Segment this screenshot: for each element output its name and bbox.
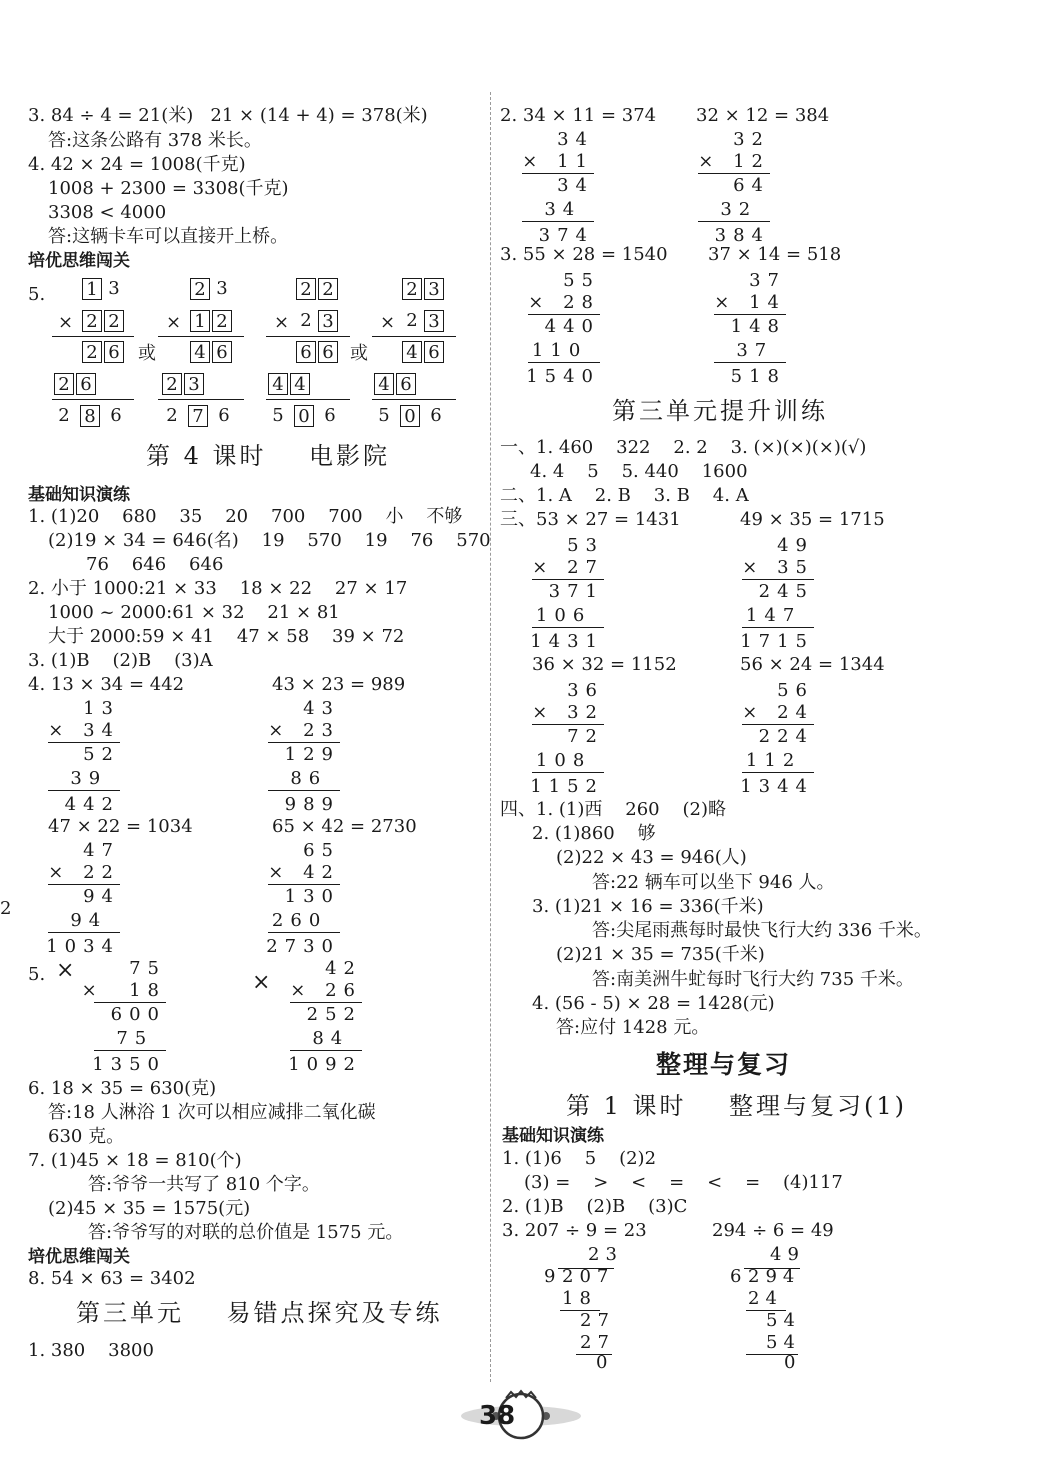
rule-line bbox=[522, 173, 594, 174]
divisor: 9 bbox=[544, 1266, 562, 1287]
calc-row: 42 bbox=[325, 958, 362, 979]
product-row: 1034 bbox=[46, 936, 120, 957]
puzzle-digit: 3 bbox=[216, 278, 228, 299]
calc-row: 32 bbox=[720, 199, 770, 220]
rule-line bbox=[532, 724, 604, 725]
calc-row: 47 bbox=[83, 840, 120, 861]
puzzle-box: 2 bbox=[54, 373, 74, 395]
calc-row: 108 bbox=[535, 750, 604, 771]
calc-row: × 32 bbox=[532, 702, 604, 723]
calc-row: × 14 bbox=[714, 292, 786, 313]
answer-line: 6. 18 × 35 = 630(克) bbox=[28, 1078, 217, 1099]
section-heading: 培优思维闯关 bbox=[28, 1247, 130, 1267]
calc-row: 37 bbox=[736, 340, 786, 361]
puzzle-box: 8 bbox=[80, 405, 100, 427]
puzzle-box: 3 bbox=[424, 278, 444, 300]
vertical-calc bbox=[10, 840, 120, 958]
puzzle-box: 2 bbox=[212, 310, 232, 332]
rule-line bbox=[48, 932, 120, 933]
puzzle-box: 4 bbox=[290, 373, 310, 395]
calc-row: 440 bbox=[544, 316, 600, 337]
question-number: 5. bbox=[28, 284, 46, 305]
puzzle-box: 2 bbox=[162, 373, 182, 395]
calc-row: 36 bbox=[567, 680, 604, 701]
calc-row: × 18 bbox=[81, 980, 166, 1001]
rule-line bbox=[372, 399, 456, 400]
answer-line: 1. (1)20 680 35 20 700 700 小 不够 bbox=[28, 506, 463, 527]
answer-line: 2. (1)B (2)B (3)C bbox=[502, 1196, 688, 1217]
rule-line bbox=[742, 579, 814, 580]
answer-line: 56 × 24 = 1344 bbox=[740, 654, 885, 675]
digit-puzzle bbox=[372, 278, 462, 428]
answer-line: 43 × 23 = 989 bbox=[272, 674, 406, 695]
puzzle-box: 2 bbox=[190, 278, 210, 300]
section-heading: 培优思维闯关 bbox=[28, 251, 130, 271]
puzzle-box: 0 bbox=[294, 405, 314, 427]
puzzle-box: 6 bbox=[396, 373, 416, 395]
rule-line bbox=[158, 399, 244, 400]
times-sign: × bbox=[274, 312, 290, 333]
product-row: 1152 bbox=[530, 776, 604, 797]
answer-line: 答:这条公路有 378 米长。 bbox=[48, 130, 262, 151]
product-row: 384 bbox=[714, 225, 770, 246]
rule-line bbox=[532, 627, 604, 628]
answer-line: 36 × 32 = 1152 bbox=[532, 654, 677, 675]
rule-line bbox=[266, 399, 350, 400]
puzzle-digit: 2 bbox=[406, 310, 418, 331]
puzzle-digit: 3 bbox=[108, 278, 120, 299]
puzzle-box: 0 bbox=[400, 405, 420, 427]
calc-row: × 24 bbox=[742, 702, 814, 723]
divisor: 6 bbox=[730, 1266, 748, 1287]
answer-line: 2. 小于 1000:21 × 33 18 × 22 27 × 17 bbox=[28, 578, 408, 599]
product-row: 1540 bbox=[526, 366, 600, 387]
subtrahend: 27 bbox=[580, 1332, 615, 1353]
answer-line: 答:18 人淋浴 1 次可以相应减排二氧化碳 bbox=[48, 1102, 376, 1123]
rule-line bbox=[528, 314, 600, 315]
calc-row: 94 bbox=[83, 886, 120, 907]
puzzle-box: 4 bbox=[374, 373, 394, 395]
quotient: 23 bbox=[588, 1244, 623, 1265]
rule-line bbox=[714, 362, 786, 363]
or-label: 或 bbox=[138, 343, 156, 364]
calc-row: × 12 bbox=[698, 151, 770, 172]
calc-row: 130 bbox=[284, 886, 340, 907]
vertical-calc bbox=[230, 840, 340, 958]
calc-row: 53 bbox=[567, 535, 604, 556]
rule-line bbox=[528, 362, 600, 363]
remainder: 0 bbox=[784, 1352, 802, 1373]
puzzle-digit: 2 bbox=[166, 405, 178, 426]
answer-line: 4. 4 5 5. 440 1600 bbox=[530, 461, 748, 482]
rule-line bbox=[698, 173, 770, 174]
answer-line: (2)22 × 43 = 946(人) bbox=[556, 847, 747, 868]
answer-line: 1. (1)6 5 (2)2 bbox=[502, 1148, 657, 1169]
answer-line: 1000 ~ 2000:61 × 32 21 × 81 bbox=[48, 602, 340, 623]
calc-row: 106 bbox=[535, 605, 604, 626]
subtrahend: 24 bbox=[748, 1288, 783, 1309]
puzzle-box: 3 bbox=[424, 310, 444, 332]
calc-row: 86 bbox=[290, 768, 340, 789]
subtrahend: 54 bbox=[766, 1332, 801, 1353]
subtrahend: 18 bbox=[562, 1288, 597, 1309]
rule-line bbox=[372, 336, 456, 337]
vertical-calc bbox=[660, 129, 770, 247]
section-heading: 基础知识演练 bbox=[502, 1126, 604, 1146]
answer-line: 49 × 35 = 1715 bbox=[740, 509, 885, 530]
puzzle-digit: 2 bbox=[58, 405, 70, 426]
unit-title: 第三单元 易错点探究及专练 bbox=[76, 1299, 443, 1327]
calc-row: 112 bbox=[745, 750, 814, 771]
calc-row: 55 bbox=[563, 270, 600, 291]
calc-row: 72 bbox=[567, 726, 604, 747]
calc-row: 32 bbox=[733, 129, 770, 150]
chapter-title: 整理与复习 bbox=[656, 1050, 792, 1079]
product-row: 442 bbox=[64, 794, 120, 815]
calc-row: 129 bbox=[284, 744, 340, 765]
edge-mark: 2 bbox=[0, 898, 12, 919]
answer-line: 答:22 辆车可以坐下 946 人。 bbox=[592, 872, 835, 893]
vertical-calc bbox=[10, 698, 120, 816]
rule-line bbox=[268, 932, 340, 933]
answer-line: 一、1. 460 322 2. 2 3. (×)(×)(×)(√) bbox=[500, 437, 867, 458]
product-row: 2730 bbox=[266, 936, 340, 957]
vertical-calc bbox=[494, 535, 604, 653]
calc-row: 600 bbox=[110, 1004, 166, 1025]
calc-row: 84 bbox=[312, 1028, 362, 1049]
answer-line: 答:应付 1428 元。 bbox=[556, 1017, 710, 1038]
puzzle-box: 6 bbox=[296, 341, 316, 363]
product-row: 1092 bbox=[288, 1054, 362, 1075]
rule-line bbox=[48, 884, 120, 885]
digit-puzzle bbox=[266, 278, 368, 428]
answer-line: 3308 < 4000 bbox=[48, 202, 167, 223]
puzzle-box: 1 bbox=[82, 278, 102, 300]
rule-line bbox=[522, 221, 594, 222]
long-division bbox=[730, 1244, 820, 1374]
calc-row: 75 bbox=[129, 958, 166, 979]
vertical-calc bbox=[494, 680, 604, 798]
product-row: 1344 bbox=[740, 776, 814, 797]
answer-line: 3. 55 × 28 = 1540 bbox=[500, 244, 668, 265]
answer-line: 1. 380 3800 bbox=[28, 1340, 154, 1361]
remainder-step: 54 bbox=[766, 1310, 801, 1331]
calc-row: 64 bbox=[733, 175, 770, 196]
answer-line: 三、53 × 27 = 1431 bbox=[500, 509, 681, 530]
rule-line bbox=[94, 1050, 166, 1051]
calc-row: 252 bbox=[306, 1004, 362, 1025]
lesson-title: 第 4 课时 电影院 bbox=[146, 442, 391, 470]
answer-line: 37 × 14 = 518 bbox=[708, 244, 842, 265]
calc-row: 245 bbox=[758, 581, 814, 602]
answer-line: 7. (1)45 × 18 = 810(个) bbox=[28, 1150, 242, 1171]
puzzle-box: 3 bbox=[318, 310, 338, 332]
calc-row: 37 bbox=[749, 270, 786, 291]
product-row: 1715 bbox=[740, 631, 814, 652]
puzzle-box: 2 bbox=[82, 341, 102, 363]
rule-line bbox=[266, 336, 350, 337]
dividend: 207 bbox=[562, 1266, 615, 1287]
puzzle-box: 6 bbox=[104, 341, 124, 363]
answer-line: 3. (1)21 × 16 = 336(千米) bbox=[532, 896, 764, 917]
answer-line: 32 × 12 = 384 bbox=[696, 105, 830, 126]
calc-row: 43 bbox=[303, 698, 340, 719]
puzzle-digit: 2 bbox=[300, 310, 312, 331]
rule-line bbox=[48, 790, 120, 791]
question-number: 5. bbox=[28, 964, 46, 985]
product-row: 374 bbox=[538, 225, 594, 246]
calc-row: × 22 bbox=[48, 862, 120, 883]
puzzle-box: 3 bbox=[184, 373, 204, 395]
answer-line: 294 ÷ 6 = 49 bbox=[712, 1220, 834, 1241]
calc-row: 260 bbox=[271, 910, 340, 931]
puzzle-digit: 6 bbox=[218, 405, 230, 426]
vertical-calc bbox=[676, 270, 786, 388]
lesson-title: 第 1 课时 整理与复习(1) bbox=[566, 1092, 908, 1120]
rule-line bbox=[290, 1050, 362, 1051]
answer-line: 1008 + 2300 = 3308(千克) bbox=[48, 178, 289, 199]
calc-row: 52 bbox=[83, 744, 120, 765]
rule-line bbox=[290, 1002, 362, 1003]
puzzle-box: 2 bbox=[402, 278, 422, 300]
answer-line: (3) = > < = < = (4)117 bbox=[524, 1172, 843, 1193]
answer-line: 65 × 42 = 2730 bbox=[272, 816, 417, 837]
rule-line bbox=[52, 399, 134, 400]
rule-line bbox=[158, 336, 244, 337]
digit-puzzle bbox=[158, 278, 248, 428]
vertical-calc bbox=[56, 958, 166, 1076]
dividend: 294 bbox=[748, 1266, 801, 1287]
calc-row: × 11 bbox=[522, 151, 594, 172]
product-row: 1350 bbox=[92, 1054, 166, 1075]
puzzle-box: 2 bbox=[296, 278, 316, 300]
calc-row: 34 bbox=[544, 199, 594, 220]
answer-line: 76 646 646 bbox=[86, 554, 224, 575]
product-row: 989 bbox=[284, 794, 340, 815]
puzzle-box: 6 bbox=[318, 341, 338, 363]
puzzle-digit: 6 bbox=[110, 405, 122, 426]
product-row: 518 bbox=[730, 366, 786, 387]
calc-row: 34 bbox=[557, 129, 594, 150]
puzzle-digit: 6 bbox=[430, 405, 442, 426]
unit-title: 第三单元提升训练 bbox=[612, 397, 828, 425]
answer-line: 答:南美洲牛虻每时飞行大约 735 千米。 bbox=[592, 969, 914, 990]
vertical-calc bbox=[704, 535, 814, 653]
answer-line: 大于 2000:59 × 41 47 × 58 39 × 72 bbox=[48, 626, 405, 647]
times-sign: × bbox=[58, 312, 74, 333]
times-sign: × bbox=[380, 312, 396, 333]
puzzle-box: 6 bbox=[212, 341, 232, 363]
rule-line bbox=[698, 221, 770, 222]
puzzle-digit: 6 bbox=[324, 405, 336, 426]
calc-row: × 26 bbox=[290, 980, 362, 1001]
puzzle-box: 1 bbox=[190, 310, 210, 332]
rule-line bbox=[268, 742, 340, 743]
rule-line bbox=[532, 579, 604, 580]
vertical-calc bbox=[252, 958, 362, 1076]
calc-row: 371 bbox=[548, 581, 604, 602]
vertical-calc bbox=[230, 698, 340, 816]
answer-line: 3. 207 ÷ 9 = 23 bbox=[502, 1220, 647, 1241]
puzzle-box: 4 bbox=[402, 341, 422, 363]
rule-line bbox=[742, 772, 814, 773]
calc-row: 148 bbox=[730, 316, 786, 337]
answer-line: 8. 54 × 63 = 3402 bbox=[28, 1268, 196, 1289]
calc-row: × 35 bbox=[742, 557, 814, 578]
calc-row: 75 bbox=[116, 1028, 166, 1049]
calc-row: × 42 bbox=[268, 862, 340, 883]
puzzle-digit: 5 bbox=[378, 405, 390, 426]
calc-row: 13 bbox=[83, 698, 120, 719]
puzzle-box: 2 bbox=[82, 310, 102, 332]
quotient: 49 bbox=[770, 1244, 805, 1265]
rule-line bbox=[268, 790, 340, 791]
answer-line: 47 × 22 = 1034 bbox=[48, 816, 193, 837]
remainder-step: 27 bbox=[580, 1310, 615, 1331]
answer-line: 答:这辆卡车可以直接开上桥。 bbox=[48, 226, 289, 247]
puzzle-box: 7 bbox=[188, 405, 208, 427]
calc-row: 94 bbox=[70, 910, 120, 931]
calc-row: 34 bbox=[557, 175, 594, 196]
calc-row: 49 bbox=[777, 535, 814, 556]
vertical-calc bbox=[704, 680, 814, 798]
puzzle-box: 6 bbox=[76, 373, 96, 395]
calc-row: 39 bbox=[70, 768, 120, 789]
remainder: 0 bbox=[596, 1352, 614, 1373]
answer-line: (2)45 × 35 = 1575(元) bbox=[48, 1198, 251, 1219]
rule-line bbox=[94, 1002, 166, 1003]
answer-line: 4. 42 × 24 = 1008(千克) bbox=[28, 154, 246, 175]
rule-line bbox=[48, 742, 120, 743]
puzzle-box: 2 bbox=[318, 278, 338, 300]
calc-row: 56 bbox=[777, 680, 814, 701]
digit-puzzle bbox=[50, 278, 156, 428]
answer-line: 4. 13 × 34 = 442 bbox=[28, 674, 185, 695]
answer-line: 3. (1)B (2)B (3)A bbox=[28, 650, 213, 671]
answer-line: 答:爷爷一共写了 810 个字。 bbox=[88, 1174, 320, 1195]
answer-line: 4. (56 - 5) × 28 = 1428(元) bbox=[532, 993, 775, 1014]
wrong-mark: × bbox=[252, 970, 271, 995]
answer-line: 2. (1)860 够 bbox=[532, 823, 656, 844]
puzzle-box: 4 bbox=[268, 373, 288, 395]
puzzle-box: 2 bbox=[104, 310, 124, 332]
answer-line: 2. 34 × 11 = 374 bbox=[500, 105, 657, 126]
times-sign: × bbox=[166, 312, 182, 333]
answer-line: 630 克。 bbox=[48, 1126, 125, 1147]
calc-row: × 34 bbox=[48, 720, 120, 741]
answer-line: 四、1. (1)西 260 (2)略 bbox=[500, 799, 727, 820]
vertical-calc bbox=[484, 129, 594, 247]
rule-line bbox=[268, 884, 340, 885]
puzzle-digit: 5 bbox=[272, 405, 284, 426]
calc-row: 65 bbox=[303, 840, 340, 861]
rule-line bbox=[52, 336, 134, 337]
calc-row: 147 bbox=[745, 605, 814, 626]
rule-line bbox=[742, 724, 814, 725]
answer-line: (2)21 × 35 = 735(千米) bbox=[556, 944, 765, 965]
page-number: 38 bbox=[479, 1401, 516, 1431]
answer-line: 答:爷爷写的对联的总价值是 1575 元。 bbox=[88, 1222, 404, 1243]
calc-row: × 27 bbox=[532, 557, 604, 578]
section-heading: 基础知识演练 bbox=[28, 485, 130, 505]
puzzle-box: 6 bbox=[424, 341, 444, 363]
or-label: 或 bbox=[350, 343, 368, 364]
answer-line: 3. 84 ÷ 4 = 21(米) 21 × (14 + 4) = 378(米) bbox=[28, 105, 428, 126]
page-badge-icon bbox=[456, 1388, 586, 1444]
calc-row: 110 bbox=[531, 340, 600, 361]
answer-line: 答:尖尾雨燕每时最快飞行大约 336 千米。 bbox=[592, 920, 932, 941]
calc-row: 224 bbox=[758, 726, 814, 747]
puzzle-box: 4 bbox=[190, 341, 210, 363]
answer-line: (2)19 × 34 = 646(名) 19 570 19 76 570 bbox=[48, 530, 491, 551]
answer-line: 二、1. A 2. B 3. B 4. A bbox=[500, 485, 749, 506]
rule-line bbox=[532, 772, 604, 773]
wrong-mark: × bbox=[56, 958, 75, 983]
calc-row: × 28 bbox=[528, 292, 600, 313]
vertical-calc bbox=[490, 270, 600, 388]
rule-line bbox=[714, 314, 786, 315]
product-row: 1431 bbox=[530, 631, 604, 652]
rule-line bbox=[742, 627, 814, 628]
calc-row: × 23 bbox=[268, 720, 340, 741]
long-division bbox=[540, 1244, 630, 1374]
